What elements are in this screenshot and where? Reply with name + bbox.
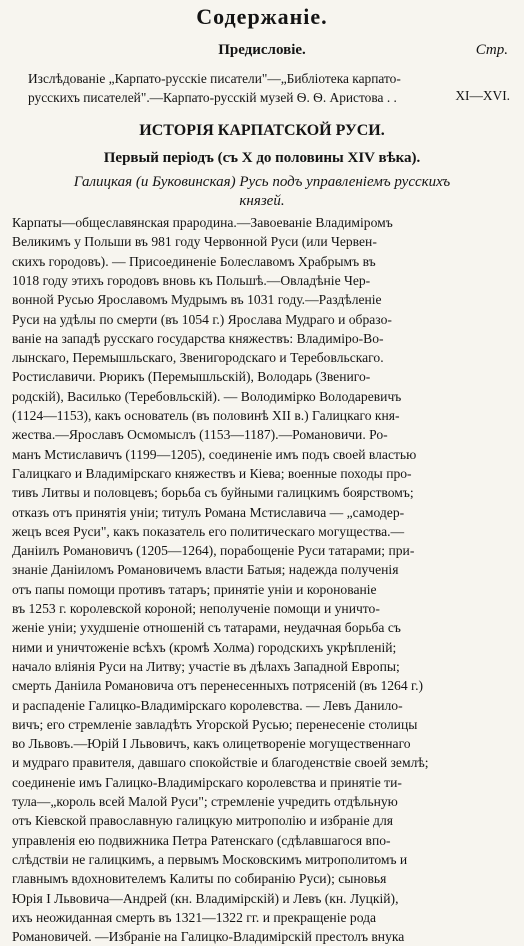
body-line: женіе уніи; ухудшеніе отношеній съ татарами, неудачная борьба съ [12,620,401,636]
body-line: главнымъ вдохновителемъ Калиты по собиранію Руси); сыновья [12,871,387,887]
body-line: Руси на удѣлы по смерти (въ 1054 г.) Ярослава Мудраго и образо- [12,311,392,327]
preface-pages: XI—XVI. [455,88,510,103]
body-line: Великимъ у Польши въ 981 году Червонной Руси (или Червен- [12,234,377,250]
body-line: (1124—1153), какъ основатель (въ половинѣ XII в.) Галицкаго кня- [12,408,400,423]
body-line: Ростиславичи. Рюрикъ (Перемышльскій), Володарь (Звениго- [12,369,371,385]
page-title: Содержаніе. [196,4,328,29]
body-line: соединеніе имъ Галицко-Владимірскаго королевства и принятіе ти- [12,774,402,790]
section-heading: ИСТОРІЯ КАРПАТСКОЙ РУСИ. [139,122,385,139]
page-column-label: Стр. [475,42,508,58]
body-line: Галицкаго и Владимірскаго княжествъ и Кіева; военные походы про- [12,465,412,481]
body-line: и распаденіе Галицко-Владимірскаго королевства. — Левъ Данило- [12,697,403,713]
body-line: Юрія I Львовича—Андрей (кн. Владимірскій) и Левъ (кн. Луцкій), [12,890,399,906]
body-line: тивъ Литвы и половцевъ; борьба съ буйными галицкимъ боярствомъ; [12,485,414,501]
subheading-line: князей. [239,193,285,209]
body-line: манъ Мстиславичъ (1199—1205), соединеніе имъ подъ своей властью [12,446,417,462]
body-line: отъ Кіевской православную галицкую митрополію и избраніе для [12,813,393,829]
body-line: лынскаго, Перемышльскаго, Звенигородскаго и Теребовльскаго. [12,350,384,366]
body-line: Карпаты—общеславянская прародина.—Завоеваніе Владиміромъ [12,215,393,230]
preface-heading: Предисловіе. [218,42,306,58]
preface-line: Изслѣдованіе „Карпато-русскіе писатели"—„Библіотека карпато- [28,71,401,86]
body-line: вонной Русью Ярославомъ Мудрымъ въ 1031 году.—Раздѣленіе [12,292,382,308]
body-line: начало вліянія Руси на Литву; участіе въ дѣлахъ Западной Европы; [12,658,400,674]
body-line: жества.—Ярославъ Осмомыслъ (1153—1187).—Романовичи. Ро- [12,427,388,443]
body-line: въ 1253 г. королевской короной; неполученіе помощи и уничто- [12,601,380,616]
body-line: и мудраго правителя, давшаго спокойствіе и благоденствіе своей землѣ; [12,755,429,771]
body-line: ваніе на западѣ русскаго государства княжествъ: Владиміро-Во- [12,330,384,346]
body-line: знаніе Даніиломъ Романовичемъ власти Батыя; надежда полученія [12,562,399,578]
period-heading: Первый періодъ (съ X до половины XIV вѣка). [103,150,421,166]
body-line: вичъ; его стремленіе завладѣть Угорской Русью; перенесеніе столицы [12,716,418,732]
subheading-line: Галицкая (и Буковинская) Русь подъ управленіемъ русскихъ [73,174,451,190]
preface-line: русскихъ писателей".—Карпато-русскій музей Ѳ. Ѳ. Аристова . . [28,90,397,105]
body-line: ними и уничтоженіе всѣхъ (кромѣ Холма) городскихъ укрѣпленій; [12,639,397,655]
body-line: тула—„король всей Малой Руси"; стремленіе учредить отдѣльную [12,794,398,809]
body-line: отъ папы помощи противъ татаръ; принятіе уніи и коронованіе [12,581,377,597]
body-line: скихъ городовъ). — Присоединеніе Болеславомъ Храбрымъ въ [12,253,376,269]
body-line: Даніилъ Романовичъ (1205—1264), порабощеніе Руси татарами; при- [12,543,415,559]
body-line: Романовичей. —Избраніе на Галицко-Владимірскій престолъ внука [12,929,405,945]
body-line: смерть Даніила Романовича отъ перенесенныхъ потрясеній (въ 1264 г.) [12,678,423,694]
body-line: отказъ отъ принятія уніи; титулъ Романа Мстиславича — „самодер- [12,504,405,520]
body-line: родскій), Василько (Теребовльскій). — Володимірко Володаревичъ [12,388,402,404]
body-line: во Львовъ.—Юрій I Львовичъ, какъ олицетвореніе могущественнаго [12,736,411,752]
body-line: 1018 году этихъ городовъ вновь къ Польшѣ.—Овладѣніе Чер- [12,272,371,288]
body-line: жецъ всея Руси", какъ показатель его политическаго могущества.— [12,523,405,539]
body-line: слѣдствіи не галицкимъ, а первымъ Московскимъ митрополитомъ и [12,851,408,867]
body-line: ихъ неожиданная смерть въ 1321—1322 гг. и прекращеніе рода [12,909,377,925]
body-line: управленія ею подвижника Петра Ратенскаго (сдѣлавшагося впо- [12,832,391,848]
